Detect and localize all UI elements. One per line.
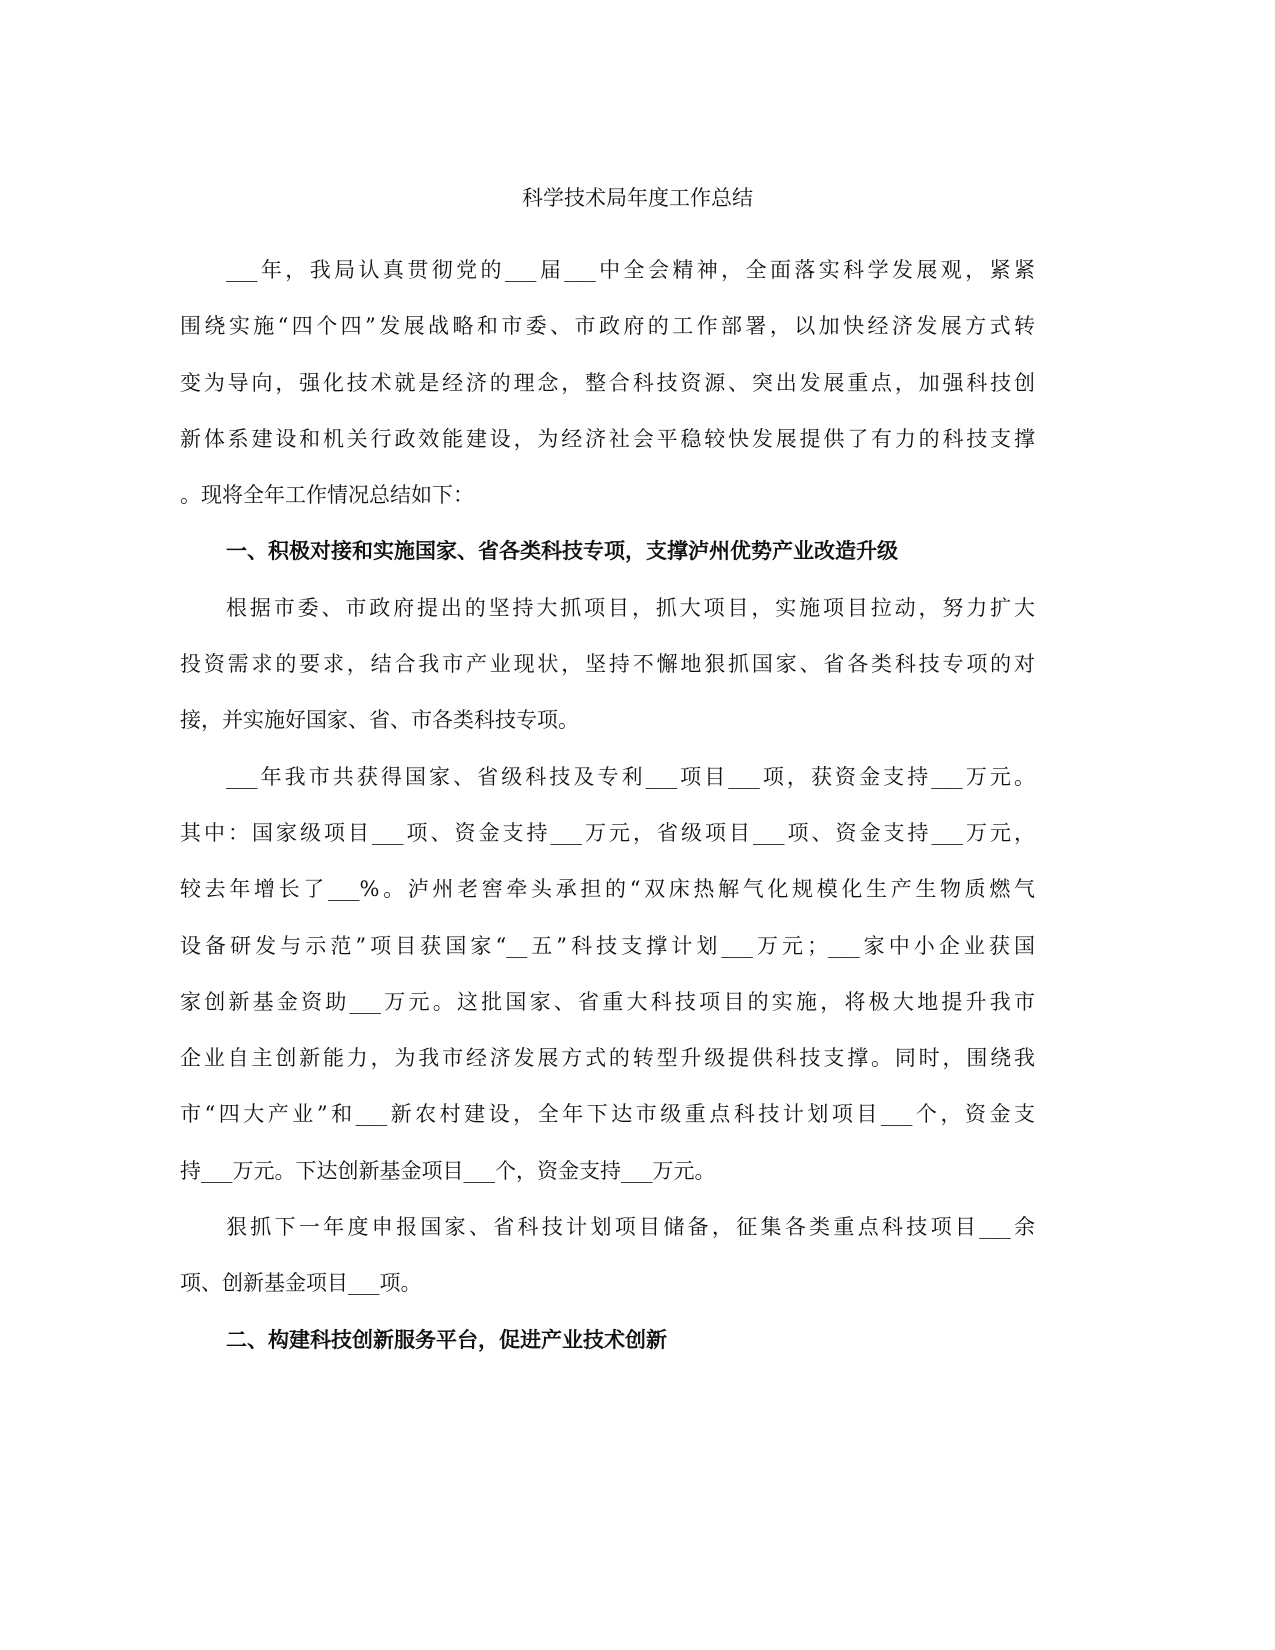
text-line: 家创新基金资助___万元。这批国家、省重大科技项目的实施，将极大地提升我市 (180, 989, 1035, 1014)
text-line: 围绕实施“四个四”发展战略和市委、市政府的工作部署，以加快经济发展方式转 (180, 314, 1035, 339)
text-line: 项、创新基金项目___项。 (180, 1271, 422, 1296)
document-title: 科学技术局年度工作总结 (522, 186, 753, 210)
text-line: 较去年增长了___%。泸州老窖牵头承担的“双床热解气化规模化生产生物质燃气 (180, 877, 1035, 902)
document-body (180, 242, 1035, 1368)
text-line: 新体系建设和机关行政效能建设，为经济社会平稳较快发展提供了有力的科技支撑 (180, 426, 1035, 451)
text-line: 持___万元。下达创新基金项目___个，资金支持___万元。 (180, 1158, 716, 1183)
text-line: 设备研发与示范”项目获国家“__五”科技支撑计划___万元；___家中小企业获国 (180, 933, 1035, 958)
text-line: 根据市委、市政府提出的坚持大抓项目，抓大项目，实施项目拉动，努力扩大 (226, 595, 1035, 620)
text-line: 二、构建科技创新服务平台，促进产业技术创新 (226, 1326, 667, 1352)
text-line: 变为导向，强化技术就是经济的理念，整合科技资源、突出发展重点，加强科技创 (180, 370, 1035, 395)
text-line: 企业自主创新能力，为我市经济发展方式的转型升级提供科技支撑。同时，围绕我 (180, 1046, 1035, 1071)
text-line: ___年，我局认真贯彻党的___届___中全会精神，全面落实科学发展观，紧紧 (226, 258, 1035, 282)
section-heading (180, 1312, 1035, 1368)
text-line: 一、积极对接和实施国家、省各类科技专项，支撑泸州优势产业改造升级 (226, 538, 898, 564)
text-line: 其中：国家级项目___项、资金支持___万元，省级项目___项、资金支持___万元， (180, 820, 1035, 845)
text-line: 投资需求的要求，结合我市产业现状，坚持不懈地狠抓国家、省各类科技专项的对 (180, 652, 1035, 677)
text-line: 接，并实施好国家、省、市各类科技专项。 (180, 708, 579, 733)
paragraph (180, 749, 1035, 1199)
text-line: 狠抓下一年度申报国家、省科技计划项目储备，征集各类重点科技项目___余 (226, 1215, 1035, 1240)
paragraph (180, 1199, 1035, 1312)
section-heading (180, 523, 1035, 579)
text-line: 市“四大产业”和___新农村建设，全年下达市级重点科技计划项目___个，资金支 (180, 1102, 1035, 1127)
paragraph (180, 580, 1035, 749)
text-line: 。现将全年工作情况总结如下： (180, 483, 474, 508)
text-line: ___年我市共获得国家、省级科技及专利___项目___项，获资金支持___万元。 (226, 764, 1035, 789)
paragraph (180, 242, 1035, 523)
